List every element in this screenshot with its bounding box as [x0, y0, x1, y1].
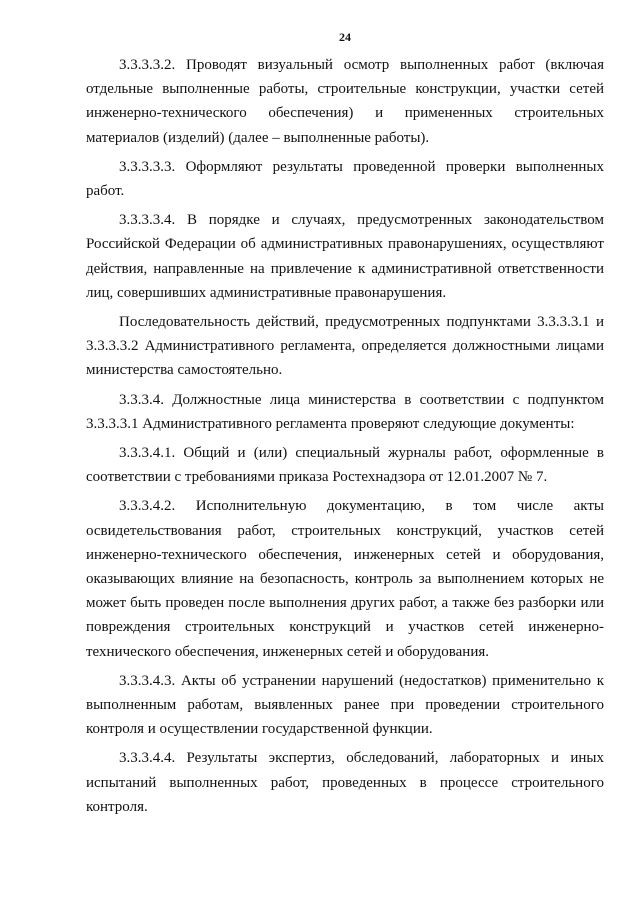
paragraph-3-3-3-4-3: 3.3.3.4.3. Акты об устранении нарушений (недостатков) применительно к выполненным работам, выявленных ранее при проведении строительного контроля и осуществлении государственной функции.	[86, 672, 604, 738]
document-body	[86, 53, 604, 819]
paragraph-3-3-3-3-4: 3.3.3.3.4. В порядке и случаях, предусмотренных законодательством Российской Федерации об административных правонарушениях, осуществляют действия, направленные на привлечение к административной ответственности лиц, совершивших административные правонарушения.	[86, 212, 604, 301]
paragraph-3-3-3-4-4: 3.3.3.4.4. Результаты экспертиз, обследований, лабораторных и иных испытаний выполненных работ, проведенных в процессе строительного контроля.	[86, 750, 604, 815]
paragraph-3-3-3-3-2: 3.3.3.3.2. Проводят визуальный осмотр выполненных работ (включая отдельные выполненные работы, строительные конструкции, участки сетей инженерно-технического обеспечения) и примененных строительных материалов (изделий) (далее – выполненные работы).	[86, 57, 604, 146]
paragraph-3-3-3-4-2: 3.3.3.4.2. Исполнительную документацию, в том числе акты освидетельствования работ, строительных конструкций, участков сетей инженерно-технического обеспечения, инженерных сетей и оборудования, оказывающих влияние на безопасность, контроль за выполнением которых не может быть проведен после выполнения других работ, а также без разборки или повреждения строительных конструкций и участков сетей инженерно-технического обеспечения, инженерных сетей и оборудования.	[86, 498, 604, 660]
paragraph-3-3-3-4-1: 3.3.3.4.1. Общий и (или) специальный журналы работ, оформленные в соответствии с требованиями приказа Ростехнадзора от 12.01.2007 № 7.	[86, 445, 604, 486]
page-number: 24	[339, 30, 351, 44]
paragraph-3-3-3-3-3: 3.3.3.3.3. Оформляют результаты проведенной проверки выполненных работ.	[86, 158, 604, 200]
paragraph-3-3-3-4: 3.3.3.4. Должностные лица министерства в соответствии с подпунктом 3.3.3.3.1 Административного регламента проверяют следующие документы:	[86, 391, 604, 432]
paragraph-sequence-of-actions: Последовательность действий, предусмотренных подпунктами 3.3.3.3.1 и 3.3.3.3.2 Административного регламента, определяется должностными лицами министерства самостоятельно.	[86, 314, 604, 379]
